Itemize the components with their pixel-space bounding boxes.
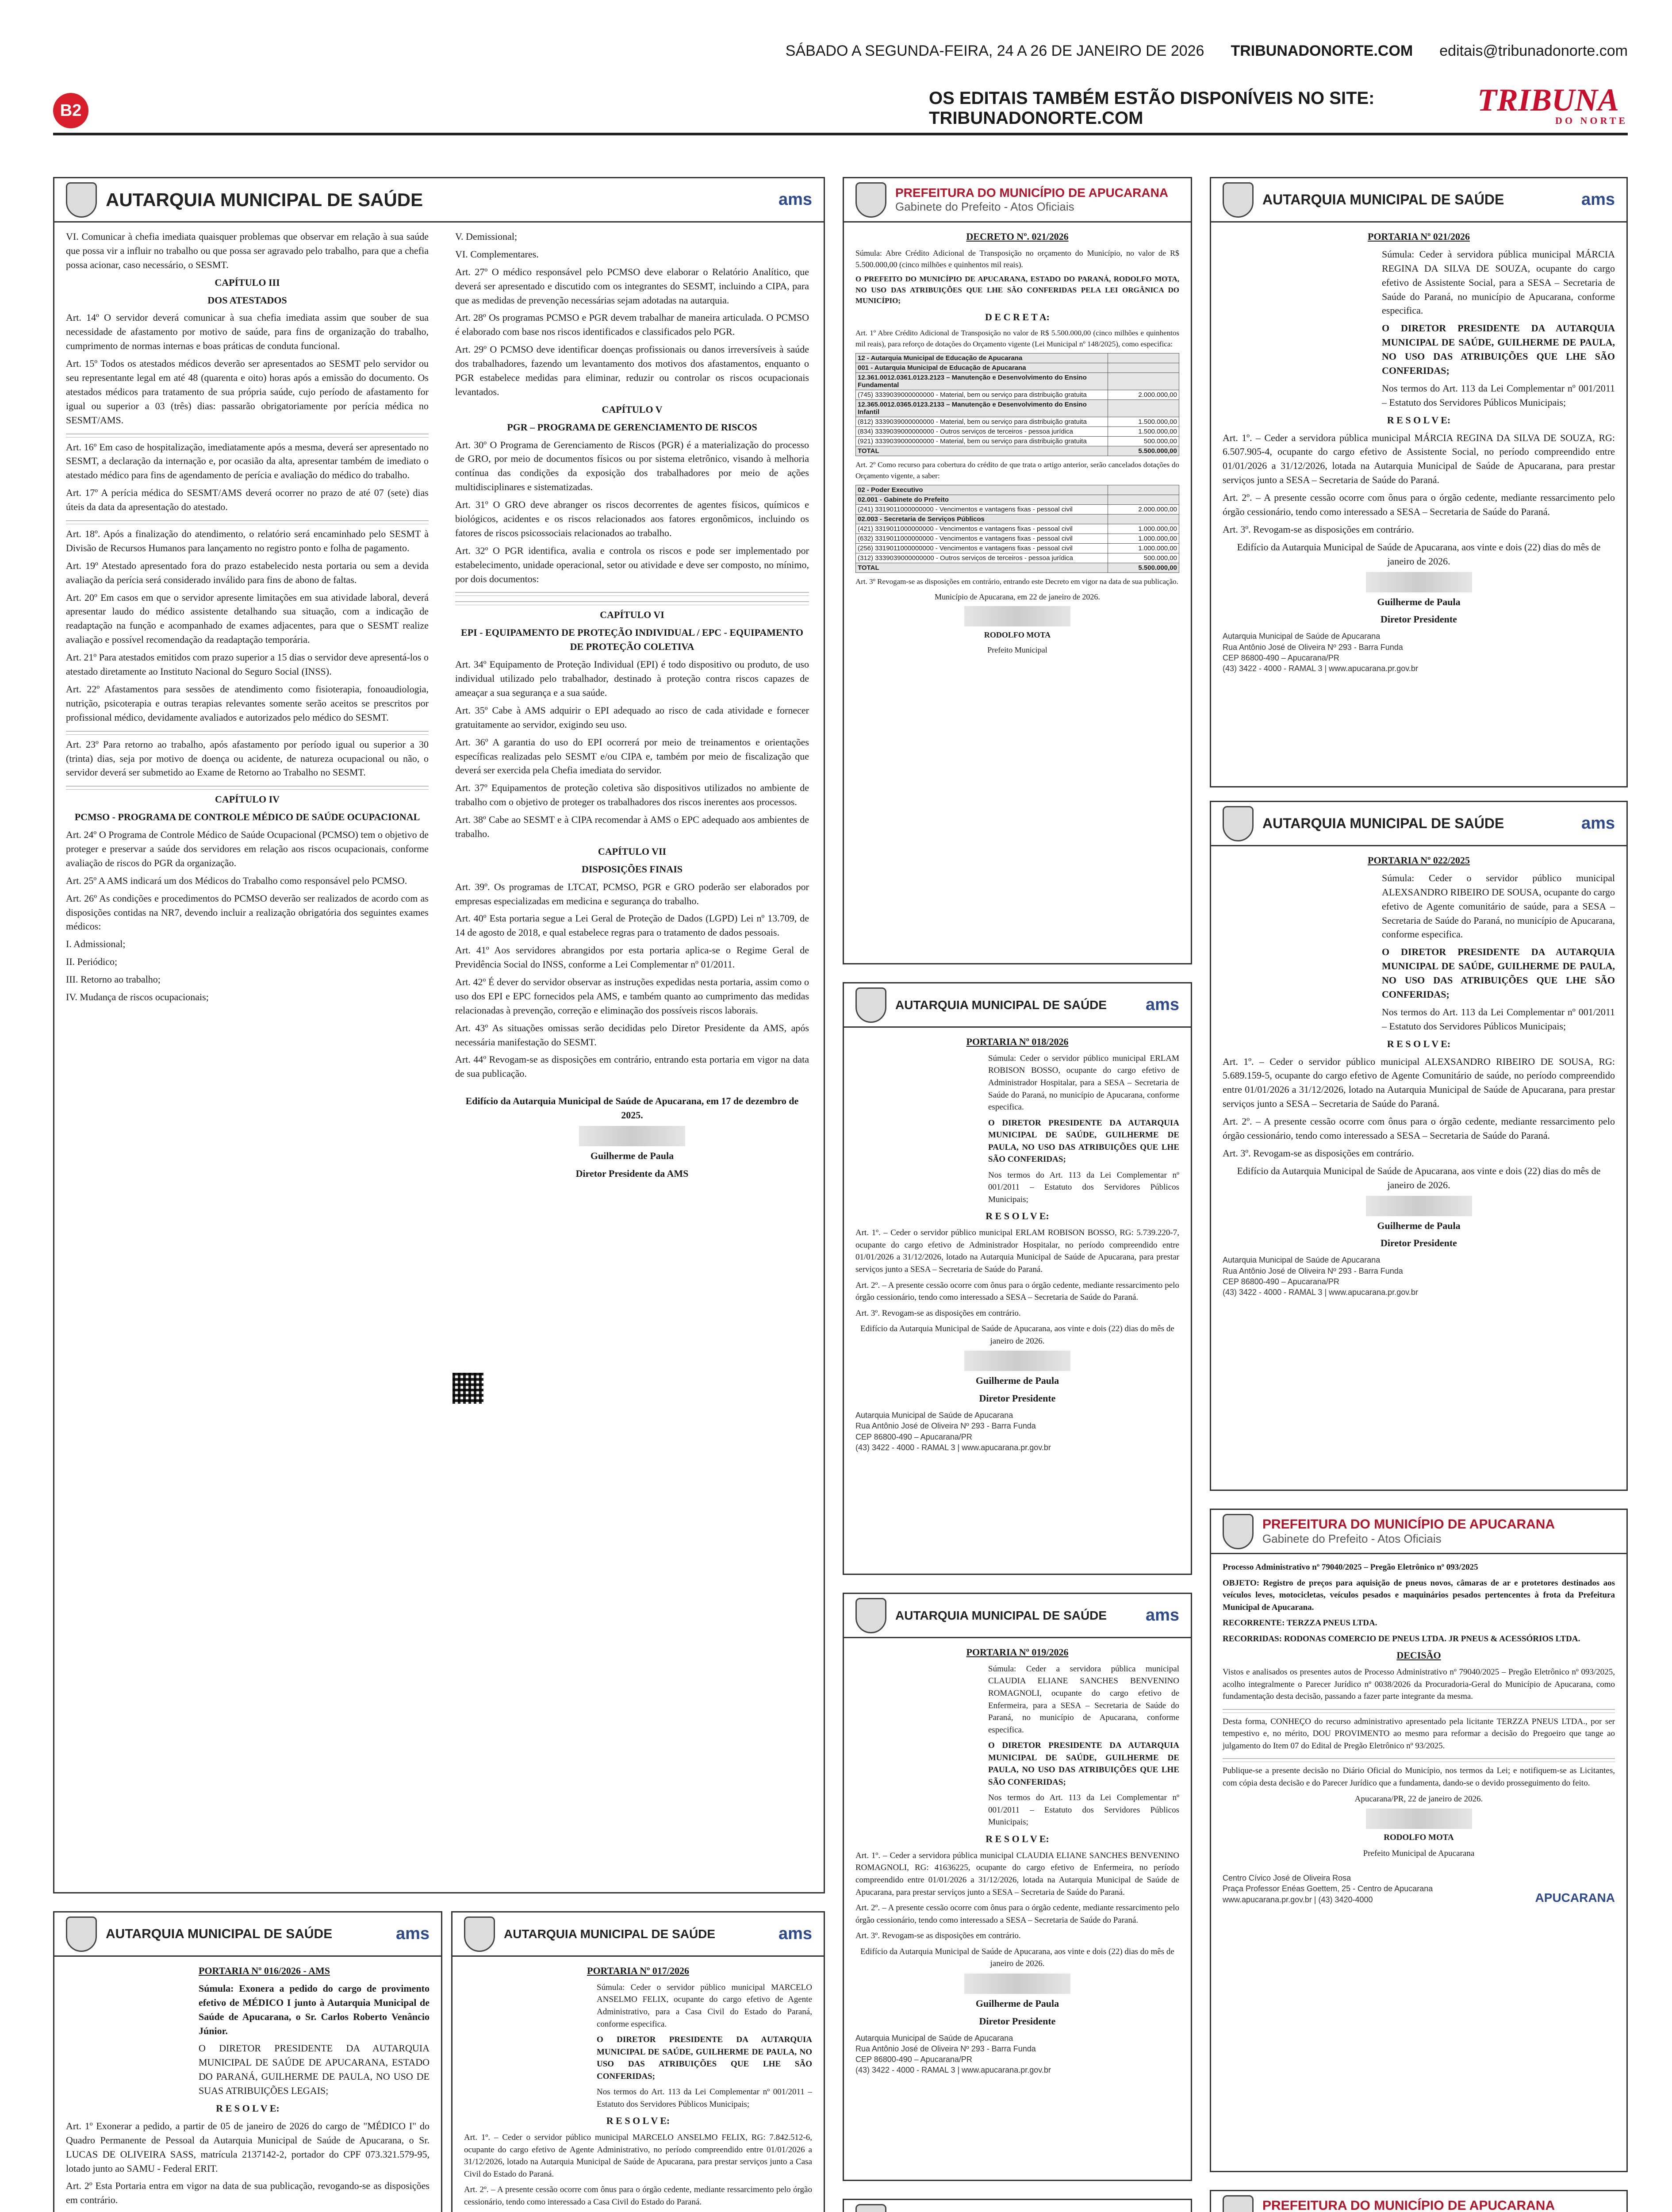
article: Art. 1º Exonerar a pedido, a partir de 05 de janeiro de 2026 do cargo de "MÉDICO I" do Quadro Permanente de Pessoal da Autarquia Municipal de Saúde de Apucarana, o Sr. LUCAS DE OLIVEIRA SASS, matrícula 2137142-2, portador do CPF 073.321.579-95, lotado junto ao SAMU - Federal ERIT. xyxy=(66,2120,430,2174)
notice-header xyxy=(844,1594,1191,1638)
article: Art. 2º Como recurso para cobertura do crédito de que trata o artigo anterior, serão cancelados dotações do Orçamento vigente, a saber: xyxy=(855,461,1179,480)
notice-column-left xyxy=(66,230,429,1184)
ams-logo: ams xyxy=(1581,190,1615,209)
digital-signature-stamp xyxy=(579,1126,685,1146)
intro: O PREFEITO DO MUNICÍPIO DE APUCARANA, ESTADO DO PARANÁ, RODOLFO MOTA, NO USO DAS ATRIBUIÇÕES QUE LHE SÃO CONFERIDAS PELA LEI ORGÂNICA DO MUNICÍPIO; xyxy=(855,275,1179,305)
notice-header xyxy=(844,178,1191,223)
table-cell-value: 1.500.000,00 xyxy=(1108,417,1179,427)
table-cell-description: 12.361.0012.0361.0123.2123 – Manutenção e Desenvolvimento do Ensino Fundamental xyxy=(856,373,1108,390)
table-row xyxy=(856,437,1179,446)
header-subtitle: Gabinete do Prefeito - Atos Oficiais xyxy=(895,200,1074,213)
intro: O DIRETOR PRESIDENTE DA AUTARQUIA MUNICIPAL DE SAÚDE, GUILHERME DE PAULA, NO USO DAS ATRIBUIÇÕES QUE LHE SÃO CONFERIDAS; xyxy=(597,2035,812,2081)
notice-footer xyxy=(855,2033,1179,2076)
header-org: PREFEITURA DO MUNICÍPIO DE APUCARANA xyxy=(1262,2198,1555,2212)
footer-line: CEP 86800-490 – Apucarana/PR xyxy=(1223,653,1339,662)
footer-address xyxy=(1223,1873,1433,1905)
table-cell-value: 2.000.000,00 xyxy=(1108,505,1179,515)
decreta-heading: D E C R E T A: xyxy=(985,311,1050,323)
article: Art. 38º Cabe ao SESMT e à CIPA recomendar à AMS o EPC adequado aos ambientes de trabalho. xyxy=(455,814,809,839)
table-cell-description: 02 - Poder Executivo xyxy=(856,485,1108,495)
chapter-heading: CAPÍTULO VII xyxy=(598,845,667,857)
notice-title: PORTARIA Nº 016/2026 - AMS xyxy=(199,1965,330,1976)
article: Art. 2º. – A presente cessão ocorre com ônus para o órgão cedente, mediante ressarcimento pelo órgão cessionário, tendo como interessado a Casa Civil do Estado do Paraná. xyxy=(464,2185,812,2207)
table-cell-description: TOTAL xyxy=(856,446,1108,456)
notice-header xyxy=(1211,178,1626,223)
article: Art. 3º. Revogam-se as disposições em contrário. xyxy=(1223,1147,1414,1159)
sumula: Súmula: Ceder à servidora pública municipal MÁRCIA REGINA DA SILVA DE SOUZA, ocupante do cargo efetivo de Assistente Social, para a SESA – Secretaria de Saúde do Paraná, no município de Apucarana, conforme especifica. xyxy=(1382,248,1615,316)
sumula: Súmula: Exonera a pedido do cargo de provimento efetivo de MÉDICO I junto à Autarquia Municipal de Saúde de Apucarana, o Sr. Carlos Roberto Venâncio Júnior. xyxy=(199,1982,430,2036)
coat-of-arms-icon xyxy=(66,182,97,218)
list-item: I. Admissional; xyxy=(66,938,126,950)
chapter-heading: CAPÍTULO V xyxy=(602,403,663,415)
notice-portaria-021 xyxy=(1210,177,1628,787)
table-cell-description: (834) 3339039000000000 - Outros serviços de terceiros - pessoa jurídica xyxy=(856,427,1108,437)
table-cell-value: 500.000,00 xyxy=(1108,437,1179,446)
notice-footer xyxy=(1223,1255,1615,1298)
coat-of-arms-icon xyxy=(1223,1514,1254,1549)
article: Art. 2º. – A presente cessão ocorre com ônus para o órgão cedente, mediante ressarcimento pelo órgão cessionário, tendo como interessado a SESA – Secretaria de Saúde do Paraná. xyxy=(1223,492,1615,518)
footer-line: Rua Antônio José de Oliveira Nº 293 - Barra Funda xyxy=(1223,642,1403,652)
notice-title: Processo Administrativo nº 79040/2025 – Pregão Eletrônico nº 093/2025 xyxy=(1223,1563,1478,1572)
notice-header-title xyxy=(886,186,1179,214)
article: Art. 23º Para retorno ao trabalho, após afastamento por período igual ou superior a 30 (trinta) dias, seja por motivo de doença ou acidente, de natureza ocupacional ou não, o servidor deverá ser submetido ao Exame de Retorno ao Trabalho no SESMT. xyxy=(66,738,429,778)
article: Art. 35º Cabe à AMS adquirir o EPI adequado ao risco de cada atividade e fornecer gratuitamente ao servidor, exigindo seu uso. xyxy=(455,704,809,730)
table-cell-description: (921) 3339039000000000 - Material, bem ou serviço para distribuição gratuita xyxy=(856,437,1108,446)
table-row xyxy=(856,485,1179,495)
article: Art. 3º. Revogam-se as disposições em contrário. xyxy=(855,1931,1021,1941)
table-cell-description: (256) 3319011000000000 - Vencimentos e vantagens fixas - pessoal civil xyxy=(856,544,1108,553)
budget-table xyxy=(855,353,1179,456)
header-org: PREFEITURA DO MUNICÍPIO DE APUCARANA xyxy=(1262,1517,1555,1532)
notice-header xyxy=(453,1912,824,1957)
notice-portaria-016 xyxy=(53,1911,442,2212)
notice-header xyxy=(1211,2191,1626,2212)
article: Art. 25º A AMS indicará um dos Médicos do Trabalho como responsável pelo PCMSO. xyxy=(66,875,407,886)
article: Art. 43º As situações omissas serão decididas pelo Diretor Presidente da AMS, após necessária manifestação do SESMT. xyxy=(455,1022,809,1048)
article: Art. 18º. Após a finalização do atendimento, o relatório será encaminhado pelo SESMT à Divisão de Recursos Humanos para lançamento no registro ponto e folha de pagamento. xyxy=(66,528,429,553)
intro: O DIRETOR PRESIDENTE DA AUTARQUIA MUNICIPAL DE SAÚDE, GUILHERME DE PAULA, NO USO DAS ATRIBUIÇÕES QUE LHE SÃO CONFERIDAS; xyxy=(988,1118,1179,1164)
footer-line: Centro Cívico José de Oliveira Rosa xyxy=(1223,1874,1351,1883)
article: Art. 27º O médico responsável pelo PCMSO deve elaborar o Relatório Analítico, que deverá ser apresentado e discutido com os integrantes do SESMT, incluindo a CIPA, para que as medidas de prevenção necessárias sejam adotadas na autarquia. xyxy=(455,266,809,306)
table-row xyxy=(856,553,1179,563)
article: Art. 31º O GRO deve abranger os riscos decorrentes de agentes físicos, químicos e biológicos, acidentes e os riscos relacionados aos fatores ergonômicos, incluindo os fatores de riscos psicossociais relacionados ao trabalho. xyxy=(455,499,809,538)
digital-signature-stamp xyxy=(1366,1809,1472,1829)
table-cell-value xyxy=(1108,485,1179,495)
signature-place: Edifício da Autarquia Municipal de Saúde de Apucarana, em 17 de dezembro de 2025. xyxy=(465,1095,799,1121)
digital-signature-stamp xyxy=(964,606,1070,626)
chapter-heading: CAPÍTULO IV xyxy=(215,794,280,805)
notice-portaria-017 xyxy=(451,1911,825,2212)
table-cell-description: 001 - Autarquia Municipal de Educação de Apucarana xyxy=(856,363,1108,373)
notice-header xyxy=(844,2200,1191,2212)
text-filler xyxy=(66,728,429,735)
list-item: II. Periódico; xyxy=(66,956,118,968)
notice-portaria-022 xyxy=(1210,801,1628,1491)
resolve-heading: R E S O L V E: xyxy=(216,2103,280,2114)
notice-portaria-020 xyxy=(843,2199,1192,2212)
article: Art. 30º O Programa de Gerenciamento de Riscos (PGR) é a materialização do processo de GRO, por meio de documentos físicos ou por sistema eletrônico, visando à melhoria contínua das condições da exposição dos trabalhadores por meio de ações multidisciplinares e sistematizadas. xyxy=(455,439,809,493)
notice-decreto-023 xyxy=(1210,2190,1628,2212)
footer-line: Autarquia Municipal de Saúde de Apucarana xyxy=(855,2033,1013,2043)
text-filler xyxy=(66,518,429,524)
article: Art. 2º. – A presente cessão ocorre com ônus para o órgão cedente, mediante ressarcimento pelo órgão cessionário, tendo como interessado a SESA – Secretaria de Saúde do Paraná. xyxy=(855,1280,1179,1302)
notice-footer xyxy=(1223,631,1615,674)
table-cell-value xyxy=(1108,353,1179,363)
footer-line: CEP 86800-490 – Apucarana/PR xyxy=(855,1432,972,1441)
notice-header-title: AUTARQUIA MUNICIPAL DE SAÚDE xyxy=(106,189,423,210)
table-row xyxy=(856,363,1179,373)
signature-place: Edifício da Autarquia Municipal de Saúde de Apucarana, aos vinte e dois (22) dias do mês de janeiro de 2026. xyxy=(1237,541,1601,567)
signer-name: RODOLFO MOTA xyxy=(1384,1833,1454,1843)
legal-basis: Nos termos do Art. 113 da Lei Complementar nº 001/2011 – Estatuto dos Servidores Públicos Municipais; xyxy=(988,1793,1179,1827)
text-filler xyxy=(1223,1755,1615,1762)
article: Art. 21º Para atestados emitidos com prazo superior a 15 dias o servidor deve apresentá-los o atestado diretamente ao Instituto Nacional do Seguro Social (INSS). xyxy=(66,652,429,677)
table-cell-value xyxy=(1108,373,1179,390)
article: Art. 26º As condições e procedimentos do PCMSO deverão ser realizados de acordo com as disposições contidas na NR7, devendo incluir a realização obrigatória dos seguintes exames médicos: xyxy=(66,892,429,932)
signer-name: RODOLFO MOTA xyxy=(984,630,1051,640)
table-cell-description: 12.365.0012.0365.0123.2133 – Manutenção e Desenvolvimento do Ensino Infantil xyxy=(856,400,1108,417)
footer-line: Autarquia Municipal de Saúde de Apucarana xyxy=(1223,1256,1381,1265)
legal-basis: Nos termos do Art. 113 da Lei Complementar nº 001/2011 – Estatuto dos Servidores Públicos Municipais; xyxy=(597,2087,812,2109)
article: Art. 1º. – Ceder a servidora pública municipal MÁRCIA REGINA DA SILVA DE SOUZA, RG: 6.507.905-4, ocupante do cargo efetivo de Assistente Social, no período compreendido entre 01/01/2026 a 31/12/2026, lotada na Autarquia Municipal de Saúde de Apucarana, para prestar serviços junto a SESA – Secretaria de Saúde do Paraná. xyxy=(1223,432,1615,486)
article: Art. 39º. Os programas de LTCAT, PCMSO, PGR e GRO poderão ser elaborados por empresas especializadas em medicina e segurança do trabalho. xyxy=(455,881,809,906)
footer-line: www.apucarana.pr.gov.br | (43) 3420-4000 xyxy=(1223,1895,1373,1904)
intro: O DIRETOR PRESIDENTE DA AUTARQUIA MUNICIPAL DE SAÚDE, GUILHERME DE PAULA, NO USO DAS ATRIBUIÇÕES QUE LHE SÃO CONFERIDAS; xyxy=(1382,323,1615,376)
table-row xyxy=(856,515,1179,524)
article: Art. 1º Abre Crédito Adicional de Transposição no valor de R$ 5.500.000,00 (cinco milhões e quinhentos mil reais), para reforço de dotações do Orçamento vigente (Lei Municipal nº 148/2025), como especifica: xyxy=(855,328,1179,348)
signature-place: Edifício da Autarquia Municipal de Saúde de Apucarana, aos vinte e dois (22) dias do mês de janeiro de 2026. xyxy=(860,1324,1174,1346)
budget-table-cancel xyxy=(855,485,1179,573)
ams-logo: ams xyxy=(778,1924,812,1943)
article: Art. 20º Em casos em que o servidor apresente limitações em sua atividade laboral, deverá apresentar laudo do médico assistente detalhando sua situação, com a indicação de readaptação na função e acompanhado de exames adjacentes, para que o SESMT realize avaliação e possível recomendação da readaptação temporária. xyxy=(66,591,429,645)
footer-line: (43) 3422 - 4000 - RAMAL 3 | www.apucarana.pr.gov.br xyxy=(855,2066,1051,2075)
signer-role: Diretor Presidente xyxy=(1381,1237,1457,1249)
digital-signature-stamp xyxy=(1366,1196,1472,1216)
table-cell-description: 02.001 - Gabinete do Prefeito xyxy=(856,495,1108,505)
notice-column-right xyxy=(455,230,809,1184)
article: Art. 15º Todos os atestados médicos deverão ser apresentados ao SESMT pelo servidor ou seu representante legal em até 48 (quarenta e oito) horas após a emissão do documento. Os atestados médicos para tratamento de sua própria saúde, cujo período de afastamento for igual ou superior a 03 (três) dias: passarão obrigatoriamente por perícia médica no SESMT/AMS. xyxy=(66,358,429,426)
table-cell-description: (312) 3339039000000000 - Outros serviços de terceiros - pessoa jurídica xyxy=(856,553,1108,563)
signature-place: Município de Apucarana, em 22 de janeiro de 2026. xyxy=(935,592,1100,602)
notice-portaria-018 xyxy=(843,982,1192,1575)
text-filler xyxy=(1223,1706,1615,1713)
table-row xyxy=(856,534,1179,544)
masthead-email-link[interactable]: editais@tribunadonorte.com xyxy=(1439,42,1628,59)
chapter-title: PGR – PROGRAMA DE GERENCIAMENTO DE RISCOS xyxy=(507,421,757,433)
article: Art. 2º. – A presente cessão ocorre com ônus para o órgão cedente, mediante ressarcimento pelo órgão cessionário, tendo como interessado a SESA – Secretaria de Saúde do Paraná. xyxy=(855,1903,1179,1925)
article: Art. 28º Os programas PCMSO e PGR devem trabalhar de maneira articulada. O PCMSO é elaborado com base nos riscos identificados e classificados pelo PGR. xyxy=(455,312,809,338)
article: Art. 1º. – Ceder o servidor público municipal ALEXSANDRO RIBEIRO DE SOUSA, RG: 5.689.159-5, ocupante do cargo efetivo de Agente Comunitário de saúde, no período compreendido entre 01/01/2026 a 31/12/2026, lotado na Autarquia Municipal de Saúde de Apucarana, para prestar serviços junto a SESA – Secretaria de Saúde do Paraná. xyxy=(1223,1056,1615,1110)
table-cell-value: 5.500.000,00 xyxy=(1108,446,1179,456)
sumula: Súmula: Ceder o servidor público municipal ALEXSANDRO RIBEIRO DE SOUSA, ocupante do cargo efetivo de Agente comunitário de saúde, para a SESA – Secretaria de Saúde do Paraná, no município de Apucarana, conforme especifica. xyxy=(1382,872,1615,940)
legal-basis: Nos termos do Art. 113 da Lei Complementar nº 001/2011 – Estatuto dos Servidores Públicos Municipais; xyxy=(1382,382,1615,408)
table-cell-value xyxy=(1108,495,1179,505)
table-row xyxy=(856,373,1179,390)
signer-role: Diretor Presidente xyxy=(1381,614,1457,625)
masthead-bar xyxy=(53,35,1628,66)
table-row xyxy=(856,353,1179,363)
notice-title: PORTARIA Nº 019/2026 xyxy=(966,1647,1069,1658)
notice-header xyxy=(54,1912,441,1957)
list-item: VI. Complementares. xyxy=(455,248,539,260)
signer-role: Prefeito Municipal xyxy=(987,645,1047,655)
sumula: Súmula: Abre Crédito Adicional de Transposição no orçamento do Município, no valor de R$ 5.500.000,00 (cinco milhões e quinhentos mil reais). xyxy=(855,248,1179,269)
table-cell-description: 02.003 - Secretaria de Serviços Públicos xyxy=(856,515,1108,524)
article: Art. 17º A perícia médica do SESMT/AMS deverá ocorrer no prazo de até 07 (sete) dias úteis da data da apresentação do atestado. xyxy=(66,487,429,513)
table-cell-description: (241) 3319011000000000 - Vencimentos e vantagens fixas - pessoal civil xyxy=(856,505,1108,515)
chapter-title: EPI - EQUIPAMENTO DE PROTEÇÃO INDIVIDUAL / EPC - EQUIPAMENTO DE PROTEÇÃO COLETIVA xyxy=(461,627,803,653)
chapter-heading: CAPÍTULO III xyxy=(215,276,280,288)
logo-subtext: DO NORTE xyxy=(1555,115,1628,126)
intro: O DIRETOR PRESIDENTE DA AUTARQUIA MUNICIPAL DE SAÚDE, GUILHERME DE PAULA, NO USO DAS ATRIBUIÇÕES QUE LHE SÃO CONFERIDAS; xyxy=(988,1741,1179,1787)
notice-date: Apucarana/PR, 22 de janeiro de 2026. xyxy=(1354,1794,1483,1804)
list-item: V. Demissional; xyxy=(455,231,518,242)
notice-header xyxy=(844,983,1191,1028)
notice-title: PORTARIA Nº 017/2026 xyxy=(587,1965,689,1976)
resolve-heading: R E S O L V E: xyxy=(1387,1038,1451,1049)
notice-footer xyxy=(855,1410,1179,1453)
article: Art. 14º O servidor deverá comunicar à sua chefia imediata assim que souber de sua necessidade de afastamento por motivo de saúde, para fins de organização do trabalho, cumprimento de normas internas e boas práticas de conduta funcional. xyxy=(66,312,429,352)
table-cell-value xyxy=(1108,400,1179,417)
article: Art. 41º Aos servidores abrangidos por esta portaria aplica-se o Regime Geral de Previdência Social do INSS, conforme a Lei Complementar nº 01/2011. xyxy=(455,945,809,970)
ams-logo: ams xyxy=(1145,1606,1179,1624)
article: Art. 1º. – Ceder o servidor público municipal MARCELO ANSELMO FELIX, RG: 7.842.512-6, ocupante do cargo efetivo de Agente Administrativo, no período compreendido entre 01/01/2026 a 31/12/2026, lotado na Autarquia Municipal de Saúde de Apucarana, para prestar serviços junto a Casa Civil do Estado do Paraná. xyxy=(464,2133,812,2179)
paragraph: VI. Comunicar à chefia imediata quaisquer problemas que observar em relação à sua saúde que possa vir a influir no trabalho ou que possa ser agravado pelo trabalho, para que a chefia possa acionar, caso necessário, o SESMT. xyxy=(66,231,429,270)
footer-line: (43) 3422 - 4000 - RAMAL 3 | www.apucarana.pr.gov.br xyxy=(1223,1288,1418,1297)
legal-basis: Nos termos do Art. 113 da Lei Complementar nº 001/2011 – Estatuto dos Servidores Públicos Municipais; xyxy=(988,1170,1179,1204)
text-filler xyxy=(66,431,429,438)
notice-portaria-019 xyxy=(843,1593,1192,2181)
notice-title: DECRETO Nº. 021/2026 xyxy=(966,231,1069,242)
article: Art. 34º Equipamento de Proteção Individual (EPI) é todo dispositivo ou produto, de uso individual utilizado pelo trabalhador, destinado à proteção contra riscos capazes de ameaçar a sua segurança e a sua saúde. xyxy=(455,659,809,698)
appellant: RECORRENTE: TERZZA PNEUS LTDA. xyxy=(1223,1618,1377,1628)
article: Art. 16º Em caso de hospitalização, imediatamente após a mesma, deverá ser apresentado no SESMT, a declaração da internação e, por ocasião da alta, apresentar também de imediato o atestado médico para fins de agendamento de perícia e avaliação do médico do trabalho. xyxy=(66,441,429,481)
table-cell-value: 5.500.000,00 xyxy=(1108,563,1179,573)
notice-header-title xyxy=(1254,1517,1615,1546)
notice-header-title: AUTARQUIA MUNICIPAL DE SAÚDE xyxy=(895,998,1107,1012)
legal-basis: Nos termos do Art. 113 da Lei Complementar nº 001/2011 – Estatuto dos Servidores Públicos Municipais; xyxy=(1382,1006,1615,1032)
table-cell-value: 1.500.000,00 xyxy=(1108,427,1179,437)
table-cell-description: (421) 3319011000000000 - Vencimentos e vantagens fixas - pessoal civil xyxy=(856,524,1108,534)
apucarana-logo: APUCARANA xyxy=(1535,1891,1615,1905)
footer-line: Autarquia Municipal de Saúde de Apucarana xyxy=(855,1411,1013,1420)
article: Art. 22º Afastamentos para sessões de atendimento como fisioterapia, fonoaudiologia, nutrição, psicoterapia e outras terapias relevantes somente serão aceitos se prescritos por profissional médico, devidamente avaliados e autorizados pelo médico do SESMT. xyxy=(66,683,429,723)
resolve-heading: R E S O L V E: xyxy=(986,1833,1049,1844)
table-row xyxy=(856,446,1179,456)
signature-place: Edifício da Autarquia Municipal de Saúde de Apucarana, aos vinte e dois (22) dias do mês de janeiro de 2026. xyxy=(860,1947,1174,1969)
footer-line: Rua Antônio José de Oliveira Nº 293 - Barra Funda xyxy=(1223,1266,1403,1275)
decision-heading: DECISÃO xyxy=(1396,1650,1441,1661)
signer-name: Guilherme de Paula xyxy=(1377,596,1461,607)
coat-of-arms-icon xyxy=(1223,182,1254,218)
article: Art. 32º O PGR identifica, avalia e controla os riscos e pode ser implementado por estabelecimento, unidade operacional, setor ou atividade e deve ser composto, no mínimo, por dois documentos: xyxy=(455,545,809,584)
footer-line: CEP 86800-490 – Apucarana/PR xyxy=(1223,1277,1339,1286)
chapter-title: DISPOSIÇÕES FINAIS xyxy=(581,863,683,875)
notice-header-title: AUTARQUIA MUNICIPAL DE SAÚDE xyxy=(895,1608,1107,1622)
text-filler xyxy=(455,589,809,596)
article: Art. 1º. – Ceder o servidor público municipal ERLAM ROBISON BOSSO, RG: 5.739.220-7, ocupante do cargo efetivo de Administrador Hospitalar, no período compreendido entre 01/01/2026 a 31/12/2026, lotado na Autarquia Municipal de Saúde de Apucarana, para prestar serviços junto a SESA – Secretaria de Saúde do Paraná. xyxy=(855,1228,1179,1274)
sumula: Súmula: Ceder o servidor público municipal MARCELO ANSELMO FELIX, ocupante do cargo efetivo de Agente Administrativo, para a Casa Civil do Estado do Paraná, conforme especifica. xyxy=(597,1982,812,2029)
table-cell-description: (745) 3339039000000000 - Material, bem ou serviço para distribuição gratuita xyxy=(856,390,1108,400)
paragraph: Desta forma, CONHEÇO do recurso administrativo apresentado pela licitante TERZZA PNEUS LTDA., por ser tempestivo e, no mérito, DOU PROVIMENTO ao mesmo para reformar a decisão do Pregoeiro que tange ao julgamento do Item 07 do Edital de Pregão Eletrônico nº 93/2025. xyxy=(1223,1717,1615,1751)
masthead-date: SÁBADO A SEGUNDA-FEIRA, 24 A 26 DE JANEIRO DE 2026 xyxy=(785,42,1204,59)
respondents: RECORRIDAS: RODONAS COMERCIO DE PNEUS LTDA. JR PNEUS & ACESSÓRIOS LTDA. xyxy=(1223,1634,1580,1644)
footer-line: Rua Antônio José de Oliveira Nº 293 - Barra Funda xyxy=(855,1421,1036,1431)
ams-logo: ams xyxy=(1145,995,1179,1014)
resolve-heading: R E S O L V E: xyxy=(606,2115,670,2127)
text-filler xyxy=(66,783,429,790)
notice-title: PORTARIA Nº 018/2026 xyxy=(966,1036,1069,1047)
footer-line: CEP 86800-490 – Apucarana/PR xyxy=(855,2055,972,2064)
logo-text: TRIBUNA xyxy=(1477,82,1619,118)
paragraph: Vistos e analisados os presentes autos de Processo Administrativo nº 79040/2025 – Pregão Eletrônico nº 093/2025, acolho integralmente o Parecer Jurídico nº 0038/2026 da Procuradoria-Geral do Município de Apucarana, como fundamentação desta decisão, passando a fazer parte integrante da mesma. xyxy=(1223,1667,1615,1701)
notice-header xyxy=(1211,802,1626,846)
digital-signature-stamp xyxy=(964,1974,1070,1994)
article: Art. 19º Atestado apresentado fora do prazo estabelecido nesta portaria ou sem a devida avaliação da perícia será considerado inválido para fins de abono de faltas. xyxy=(66,560,429,585)
table-row xyxy=(856,524,1179,534)
notice-header-title: AUTARQUIA MUNICIPAL DE SAÚDE xyxy=(504,1927,716,1941)
table-cell-value: 500.000,00 xyxy=(1108,553,1179,563)
signer-role: Diretor Presidente xyxy=(979,1393,1056,1404)
masthead-site-link[interactable]: TRIBUNADONORTE.COM xyxy=(1231,42,1413,59)
signer-role: Diretor Presidente xyxy=(979,2015,1056,2027)
notice-decreto-021 xyxy=(843,177,1192,964)
footer-line: Rua Antônio José de Oliveira Nº 293 - Barra Funda xyxy=(855,2044,1036,2053)
notice-header-title: AUTARQUIA MUNICIPAL DE SAÚDE xyxy=(1262,815,1504,831)
list-item: III. Retorno ao trabalho; xyxy=(66,974,161,985)
signature-place: Edifício da Autarquia Municipal de Saúde de Apucarana, aos vinte e dois (22) dias do mês de janeiro de 2026. xyxy=(1237,1165,1601,1190)
notice-footer xyxy=(1223,1873,1615,1905)
sumula: Súmula: Ceder o servidor público municipal ERLAM ROBISON BOSSO, ocupante do cargo efetivo de Administrador Hospitalar, para a SESA – Secretaria de Saúde do Paraná, no município de Apucarana, conforme especifica. xyxy=(988,1053,1179,1112)
article: Art. 3º. Revogam-se as disposições em contrário. xyxy=(855,1308,1021,1318)
coat-of-arms-icon xyxy=(464,1916,495,1952)
table-cell-value: 1.000.000,00 xyxy=(1108,544,1179,553)
table-row xyxy=(856,400,1179,417)
footer-line: (43) 3422 - 4000 - RAMAL 3 | www.apucarana.pr.gov.br xyxy=(1223,664,1418,673)
ams-logo: ams xyxy=(778,190,812,209)
table-row xyxy=(856,417,1179,427)
notice-title: PORTARIA Nº 021/2026 xyxy=(1368,231,1470,242)
table-cell-description: TOTAL xyxy=(856,563,1108,573)
intro: O DIRETOR PRESIDENTE DA AUTARQUIA MUNICIPAL DE SAÚDE DE APUCARANA, ESTADO DO PARANÁ, GUILHERME DE PAULA, NO USO DE SUAS ATRIBUIÇÕES LEGAIS; xyxy=(199,2043,430,2097)
notice-header-title: AUTARQUIA MUNICIPAL DE SAÚDE xyxy=(106,1926,333,1941)
qr-code-icon xyxy=(453,1373,483,1404)
table-row xyxy=(856,390,1179,400)
notice-object: OBJETO: Registro de preços para aquisição de pneus novos, câmaras de ar e protetores destinados aos veículos leves, motocicletas, veículos pesados e maquinários pesados pertencentes à frota da Prefeitura Municipal de Apucarana. xyxy=(1223,1578,1615,1612)
chapter-title: PCMSO - PROGRAMA DE CONTROLE MÉDICO DE SAÚDE OCUPACIONAL xyxy=(74,811,420,823)
article: Art. 36º A garantia do uso do EPI ocorrerá por meio de treinamentos e orientações específicas realizadas pelo SESMT e/ou CIPA e, também por meio de fiscalização que deverá ser exercida pela Chefia imediata do servidor. xyxy=(455,736,809,776)
masthead-note: OS EDITAIS TAMBÉM ESTÃO DISPONÍVEIS NO SITE: TRIBUNADONORTE.COM xyxy=(929,88,1375,128)
article: Art. 1º. – Ceder a servidora pública municipal CLAUDIA ELIANE SANCHES BENVENINO ROMAGNOLI, RG: 41636225, ocupante do cargo efetivo de Enfermeira, no período compreendido entre 01/01/2026 a 31/12/2026, lotada na Autarquia Municipal de Saúde de Apucarana, para prestar serviços junto a SESA – Secretaria de Saúde do Paraná. xyxy=(855,1851,1179,1897)
table-cell-description: (812) 3339039000000000 - Material, bem ou serviço para distribuição gratuita xyxy=(856,417,1108,427)
article: Art. 24º O Programa de Controle Médico de Saúde Ocupacional (PCMSO) tem o objetivo de proteger e preservar a saúde dos servidores em relação aos riscos ocupacionais, conforme avaliação de riscos do PGR da organização. xyxy=(66,829,429,868)
signer-name: Guilherme de Paula xyxy=(1377,1220,1461,1231)
footer-line: Autarquia Municipal de Saúde de Apucarana xyxy=(1223,632,1381,641)
table-cell-value: 1.000.000,00 xyxy=(1108,534,1179,544)
signer-name: Guilherme de Paula xyxy=(590,1150,674,1161)
table-cell-value: 2.000.000,00 xyxy=(1108,390,1179,400)
table-row xyxy=(856,544,1179,553)
notice-title: PORTARIA Nº 022/2025 xyxy=(1368,855,1470,866)
signer-role: Prefeito Municipal de Apucarana xyxy=(1363,1848,1475,1858)
article: Art. 42º É dever do servidor observar as instruções expedidas nesta portaria, assim como o uso dos EPI e EPC fornecidos pela AMS, e também quanto ao cumprimento das medidas relacionadas à prevenção, correção e eliminação dos possíveis riscos laborais. xyxy=(455,976,809,1016)
article: Art. 37º Equipamentos de proteção coletiva são dispositivos utilizados no ambiente de trabalho com o objetivo de proteger os trabalhadores dos riscos inerentes aos processos. xyxy=(455,782,809,808)
ams-logo: ams xyxy=(1581,814,1615,833)
chapter-heading: CAPÍTULO VI xyxy=(600,609,664,621)
coat-of-arms-icon xyxy=(855,182,886,218)
paragraph: Publique-se a presente decisão no Diário Oficial do Município, nos termos da Lei; e notifiquem-se as Licitantes, com cópia desta decisão e do Parecer Jurídico que a fundamenta, dando-se o devido prosseguimento do feito. xyxy=(1223,1766,1615,1788)
footer-line: (43) 3422 - 4000 - RAMAL 3 | www.apucarana.pr.gov.br xyxy=(855,1443,1051,1452)
table-row xyxy=(856,563,1179,573)
coat-of-arms-icon xyxy=(855,987,886,1023)
table-row xyxy=(856,427,1179,437)
digital-signature-stamp xyxy=(1366,572,1472,592)
coat-of-arms-icon xyxy=(855,2204,886,2212)
resolve-heading: R E S O L V E: xyxy=(1387,414,1451,426)
newspaper-logo xyxy=(1477,84,1628,133)
notice-header xyxy=(1211,1510,1626,1554)
signer-role: Diretor Presidente da AMS xyxy=(575,1167,689,1179)
article: Art. 44º Revogam-se as disposições em contrário, entrando esta portaria em vigor na data de sua publicação. xyxy=(455,1054,809,1079)
coat-of-arms-icon xyxy=(66,1916,97,1952)
list-item: IV. Mudança de riscos ocupacionais; xyxy=(66,991,209,1002)
ams-logo: ams xyxy=(395,1924,430,1943)
article: Art. 2º Esta Portaria entra em vigor na data de sua publicação, revogando-se as disposições em contrário. xyxy=(66,2180,430,2206)
notice-header-title: AUTARQUIA MUNICIPAL DE SAÚDE xyxy=(1262,192,1504,207)
signer-name: Guilherme de Paula xyxy=(975,1375,1059,1386)
header-subtitle: Gabinete do Prefeito - Atos Oficiais xyxy=(1262,1532,1442,1545)
chapter-title: DOS ATESTADOS xyxy=(207,294,287,306)
resolve-heading: R E S O L V E: xyxy=(986,1210,1049,1222)
table-cell-description: (632) 3319011000000000 - Vencimentos e vantagens fixas - pessoal civil xyxy=(856,534,1108,544)
notice-header-title xyxy=(1254,2198,1615,2212)
sumula: Súmula: Ceder a servidora pública municipal CLAUDIA ELIANE SANCHES BENVENINO ROMAGNOLI, ocupante do cargo efetivo de Enfermeira, para a SESA – Secretaria de Saúde do Paraná, no município de Apucarana, conforme especifica. xyxy=(988,1664,1179,1735)
table-row xyxy=(856,495,1179,505)
text-filler xyxy=(455,599,809,605)
page-number-badge: B2 xyxy=(53,93,88,128)
article: Art. 3º. Revogam-se as disposições em contrário. xyxy=(1223,523,1414,535)
footer-line: Praça Professor Enéas Goettem, 25 - Centro de Apucarana xyxy=(1223,1884,1433,1893)
signer-name: Guilherme de Paula xyxy=(975,1997,1059,2009)
coat-of-arms-icon xyxy=(1223,806,1254,841)
coat-of-arms-icon xyxy=(1223,2195,1254,2212)
notice-ams-portaria-long xyxy=(53,177,825,1893)
masthead-rule xyxy=(53,133,1628,135)
table-cell-value xyxy=(1108,515,1179,524)
notice-pregao-decisao xyxy=(1210,1509,1628,2172)
notice-header xyxy=(54,178,824,223)
digital-signature-stamp xyxy=(964,1351,1070,1371)
table-row xyxy=(856,505,1179,515)
table-cell-value: 1.000.000,00 xyxy=(1108,524,1179,534)
article: Art. 29º O PCMSO deve identificar doenças profissionais ou danos irreversíveis à saúde dos trabalhadores, fazendo um levantamento dos motivos dos afastamentos, enquanto o PGR estabelece medidas para eliminar, reduzir ou controlar os riscos ocupacionais levantados. xyxy=(455,344,809,397)
article: Art. 3º Revogam-se as disposições em contrário, entrando este Decreto em vigor na data de sua publicação. xyxy=(855,577,1178,586)
intro: O DIRETOR PRESIDENTE DA AUTARQUIA MUNICIPAL DE SAÚDE, GUILHERME DE PAULA, NO USO DAS ATRIBUIÇÕES QUE LHE SÃO CONFERIDAS; xyxy=(1382,946,1615,1000)
coat-of-arms-icon xyxy=(855,1598,886,1633)
article: Art. 2º. – A presente cessão ocorre com ônus para o órgão cedente, mediante ressarcimento pelo órgão cessionário, tendo como interessado a SESA – Secretaria de Saúde do Paraná. xyxy=(1223,1116,1615,1141)
article: Art. 40º Esta portaria segue a Lei Geral de Proteção de Dados (LGPD) Lei nº 13.709, de 14 de agosto de 2018, e qual estabelece regras para o tratamento de dados pessoais. xyxy=(455,913,809,938)
table-cell-description: 12 - Autarquia Municipal de Educação de Apucarana xyxy=(856,353,1108,363)
table-cell-value xyxy=(1108,363,1179,373)
header-org: PREFEITURA DO MUNICÍPIO DE APUCARANA xyxy=(895,186,1169,200)
